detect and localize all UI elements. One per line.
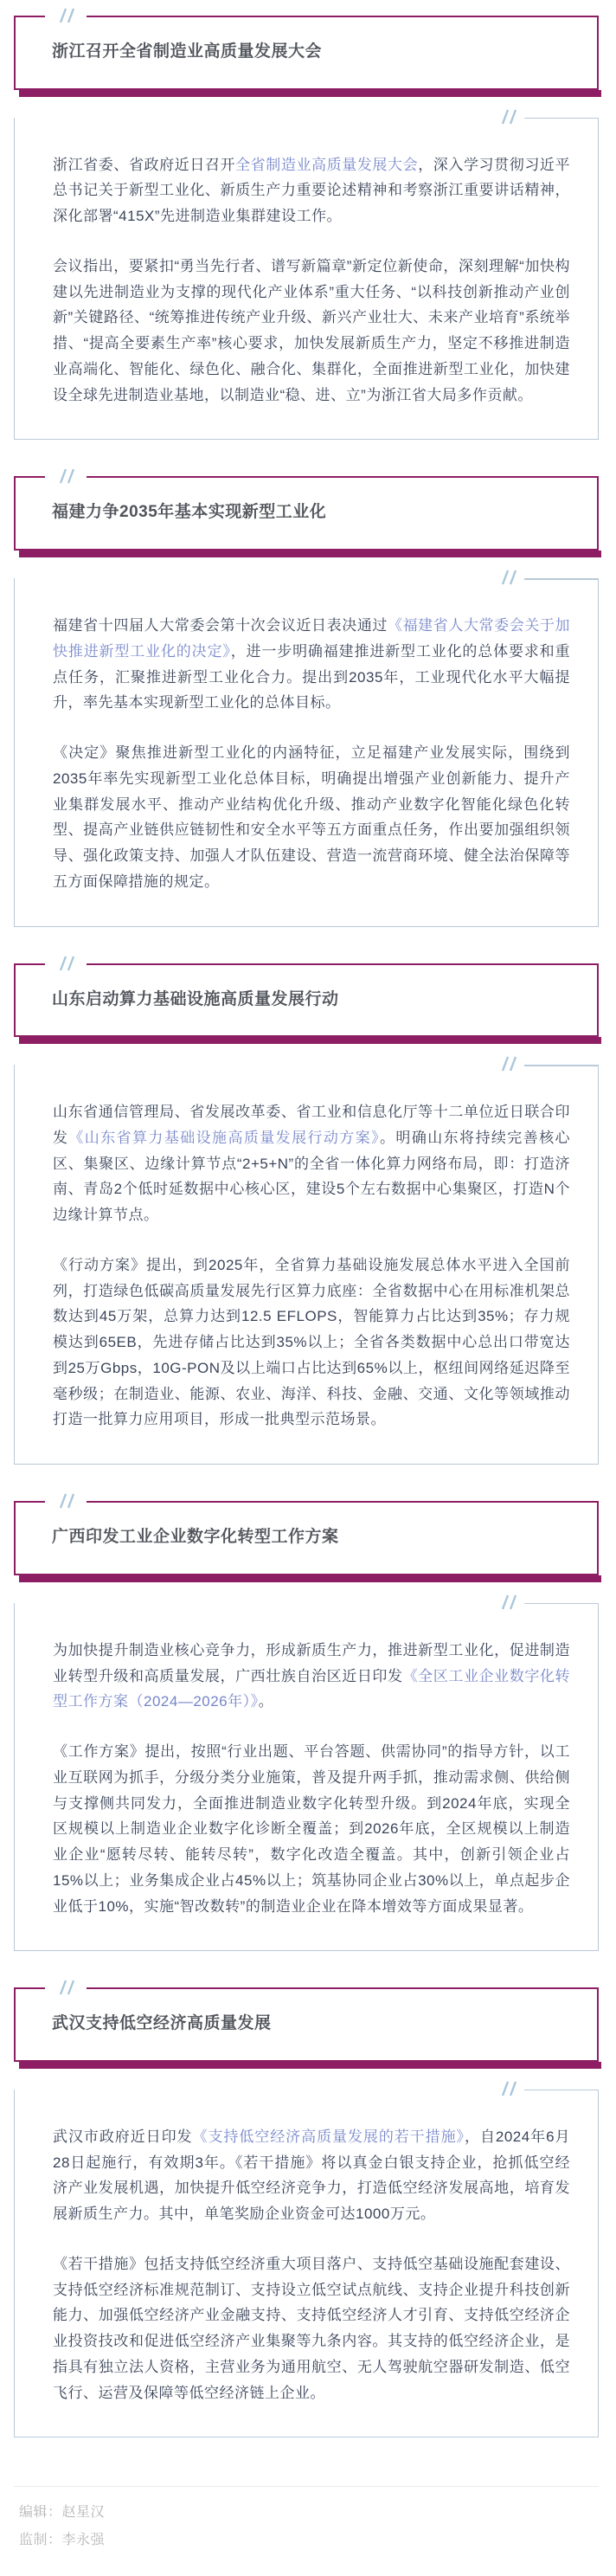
text-segment: 《若干措施》包括支持低空经济重大项目落户、支持低空基础设施配套建设、支持低空经济标准规范制订、支持设立低空试点航线、支持企业提升科技创新能力、加强低空经济产业金融支持、支持低空经济人才引育、支持低空经济企业投资技改和促进低空经济产业集聚等九条内容。其支持的低空经济企业，是指具有独立法人资格，主营业务为通用航空、无人驾驶航空器研发制造、低空飞行、运营及保障等低空经济链上企业。 [53, 2255, 570, 2401]
slashes-icon [487, 1056, 529, 1072]
section-headline-card [14, 963, 599, 1038]
text-segment: 《工作方案》提出，按照“行业出题、平台答题、供需协同”的指导方针，以工业互联网为抓手，分级分类分业施策，普及提升两手抓，推动需求侧、供给侧与支撑侧共同发力，全面推进制造业数字化转型升级。到2024年底，实现全区规模以上制造业企业数字化诊断全覆盖；到2026年底，全区规模以上制造业企业“愿转尽转、能转尽转”，数字化改造全覆盖。其中，创新引领企业占15%以上；业务集成企业占45%以上；筑基协同企业占30%以上，单点起步企业低于10%，实施“智改数转”的制造业企业在降本增效等方面成果显著。 [53, 1743, 570, 1915]
text-segment: 会议指出，要紧扣“勇当先行者、谱写新篇章”新定位新使命，深刻理解“加快构建以先进制造业为支撑的现代化产业体系”重大任务、“以科技创新推动产业创新”关键路径、“统筹推进传统产业升级、新兴产业壮大、未来产业培育”系统举措、“提高全要素生产率”核心要求，加快发展新质生产力，坚定不移推进制造业高端化、智能化、绿色化、融合化、集群化，全面推进新型工业化，加快建设全球先进制造业基地，以制造业“稳、进、立”为浙江省大局多作贡献。 [53, 257, 570, 403]
section-body-card [14, 118, 599, 441]
text-segment: 为加快提升制造业核心竞争力，形成新质生产力，推进新型工业化，促进制造业转型升级和高质量发展，广西壮族自治区近日印发 [53, 1641, 570, 1684]
section-body-card [14, 1065, 599, 1465]
paragraph [53, 740, 570, 895]
slashes-icon [45, 468, 87, 484]
slashes-icon [487, 1594, 529, 1610]
text-segment: 武汉市政府近日印发 [53, 2128, 193, 2145]
paragraph [53, 613, 570, 716]
section-body-card [14, 1603, 599, 1952]
news-section [14, 476, 599, 926]
document-link[interactable]: 《全区工业企业数字化转型工作方案（2024—2026年）》 [53, 1667, 571, 1710]
document-link[interactable]: 《山东省算力基础设施高质量发展行动方案》 [68, 1129, 381, 1146]
paragraph [53, 254, 570, 409]
slashes-icon [45, 956, 87, 971]
news-section [14, 16, 599, 440]
section-title: 山东启动算力基础设施高质量发展行动 [52, 989, 339, 1008]
news-section [14, 1501, 599, 1951]
section-headline-card [14, 476, 599, 551]
paragraph [53, 1253, 570, 1433]
text-segment: 浙江省委、省政府近日召开 [53, 156, 236, 173]
text-segment: ，自2024年6月28日起施行，有效期3年。《若干措施》将以真金白银支持企业，抢抓低空经济产业发展机遇，加快提升低空经济竞争力，打造低空经济发展高地，培育发展新质生产力。其中，单笔奖励企业资金可达1000万元。 [53, 2128, 570, 2223]
slashes-icon [45, 1493, 87, 1509]
paragraph [53, 2124, 570, 2227]
footer [14, 2486, 599, 2575]
paragraph [53, 1739, 570, 1919]
slashes-icon [487, 109, 529, 125]
section-headline-card [14, 1987, 599, 2062]
paragraph [53, 152, 570, 229]
section-headline-card [14, 16, 599, 90]
slashes-icon [45, 1980, 87, 1995]
section-title: 武汉支持低空经济高质量发展 [52, 2014, 272, 2033]
section-title: 广西印发工业企业数字化转型工作方案 [52, 1528, 339, 1547]
document-link[interactable]: 全省制造业高质量发展大会 [235, 156, 419, 173]
producer-credit: 监制：李永强 [19, 2532, 106, 2547]
credits [14, 2487, 599, 2575]
news-section [14, 963, 599, 1465]
text-segment: 《决定》聚焦推进新型工业化的内涵特征，立足福建产业发展实际，围绕到2035年率先实现新型工业化总体目标，明确提出增强产业创新能力、提升产业集群发展水平、推动产业结构优化升级、推动产业数字化智能化绿色化转型、提高产业链供应链韧性和安全水平等五方面重点任务，作出要加强组织领导、强化政策支持、加强人才队伍建设、营造一流营商环境、健全法治保障等五方面保障措施的规定。 [53, 744, 570, 890]
text-segment: 福建省十四届人大常委会第十次会议近日表决通过 [53, 617, 388, 634]
text-segment: 山东省通信管理局、省发展改革委、省工业和信息化厅等十二单位近日联合印发 [53, 1104, 570, 1146]
section-title: 浙江召开全省制造业高质量发展大会 [52, 42, 323, 61]
section-headline-card [14, 1501, 599, 1575]
paragraph [53, 2251, 570, 2406]
text-segment: ，深入学习贯彻习近平总书记关于新型工业化、新质生产力重要论述精神和考察浙江重要讲话精神，深化部署“415X”先进制造业集群建设工作。 [53, 156, 571, 225]
text-segment: ，进一步明确福建推进新型工业化的总体要求和重点任务，汇聚推进新型工业化合力。提出到2035年，工业现代化水平大幅提升，率先基本实现新型工业化的总体目标。 [53, 642, 571, 712]
document-link[interactable]: 《支持低空经济高质量发展的若干措施》 [192, 2128, 465, 2145]
slashes-icon [487, 570, 529, 585]
paragraph [53, 1099, 570, 1228]
text-segment: 。 [258, 1693, 274, 1710]
sections-container [14, 16, 599, 2438]
section-body-card [14, 578, 599, 927]
paragraph [53, 1638, 570, 1715]
text-segment: 《行动方案》提出，到2025年，全省算力基础设施发展总体水平进入全国前列，打造绿色低碳高质量发展先行区算力底座：全省数据中心在用标准机架总数达到45万架，总算力达到12.5 EFLOPS，智能算力占比达到35%；存力规模达到65EB，先进存储占比达到35%以上；全省各类数据中心总出口带宽达到25万Gbps，10G-PON及以上端口占比达到65%以上，枢纽间网络延迟降至毫秒级；在制造业、能源、农业、海洋、科技、金融、交通、文化等领域推动打造一批算力应用项目，形成一批典型示范场景。 [53, 1256, 570, 1428]
section-body-card [14, 2090, 599, 2438]
document-link[interactable]: 《福建省人大常委会关于加快推进新型工业化的决定》 [53, 617, 570, 660]
slashes-icon [487, 2081, 529, 2096]
slashes-icon [45, 8, 87, 23]
text-segment: 。明确山东将持续完善核心区、集聚区、边缘计算节点“2+5+N”的全省一体化算力网络布局，即：打造济南、青岛2个低时延数据中心核心区，建设5个左右数据中心集聚区，打造N个边缘计算节点。 [53, 1129, 570, 1224]
news-section [14, 1987, 599, 2438]
editor-credit: 编辑：赵星汉 [19, 2505, 106, 2521]
section-title: 福建力争2035年基本实现新型工业化 [52, 503, 327, 522]
